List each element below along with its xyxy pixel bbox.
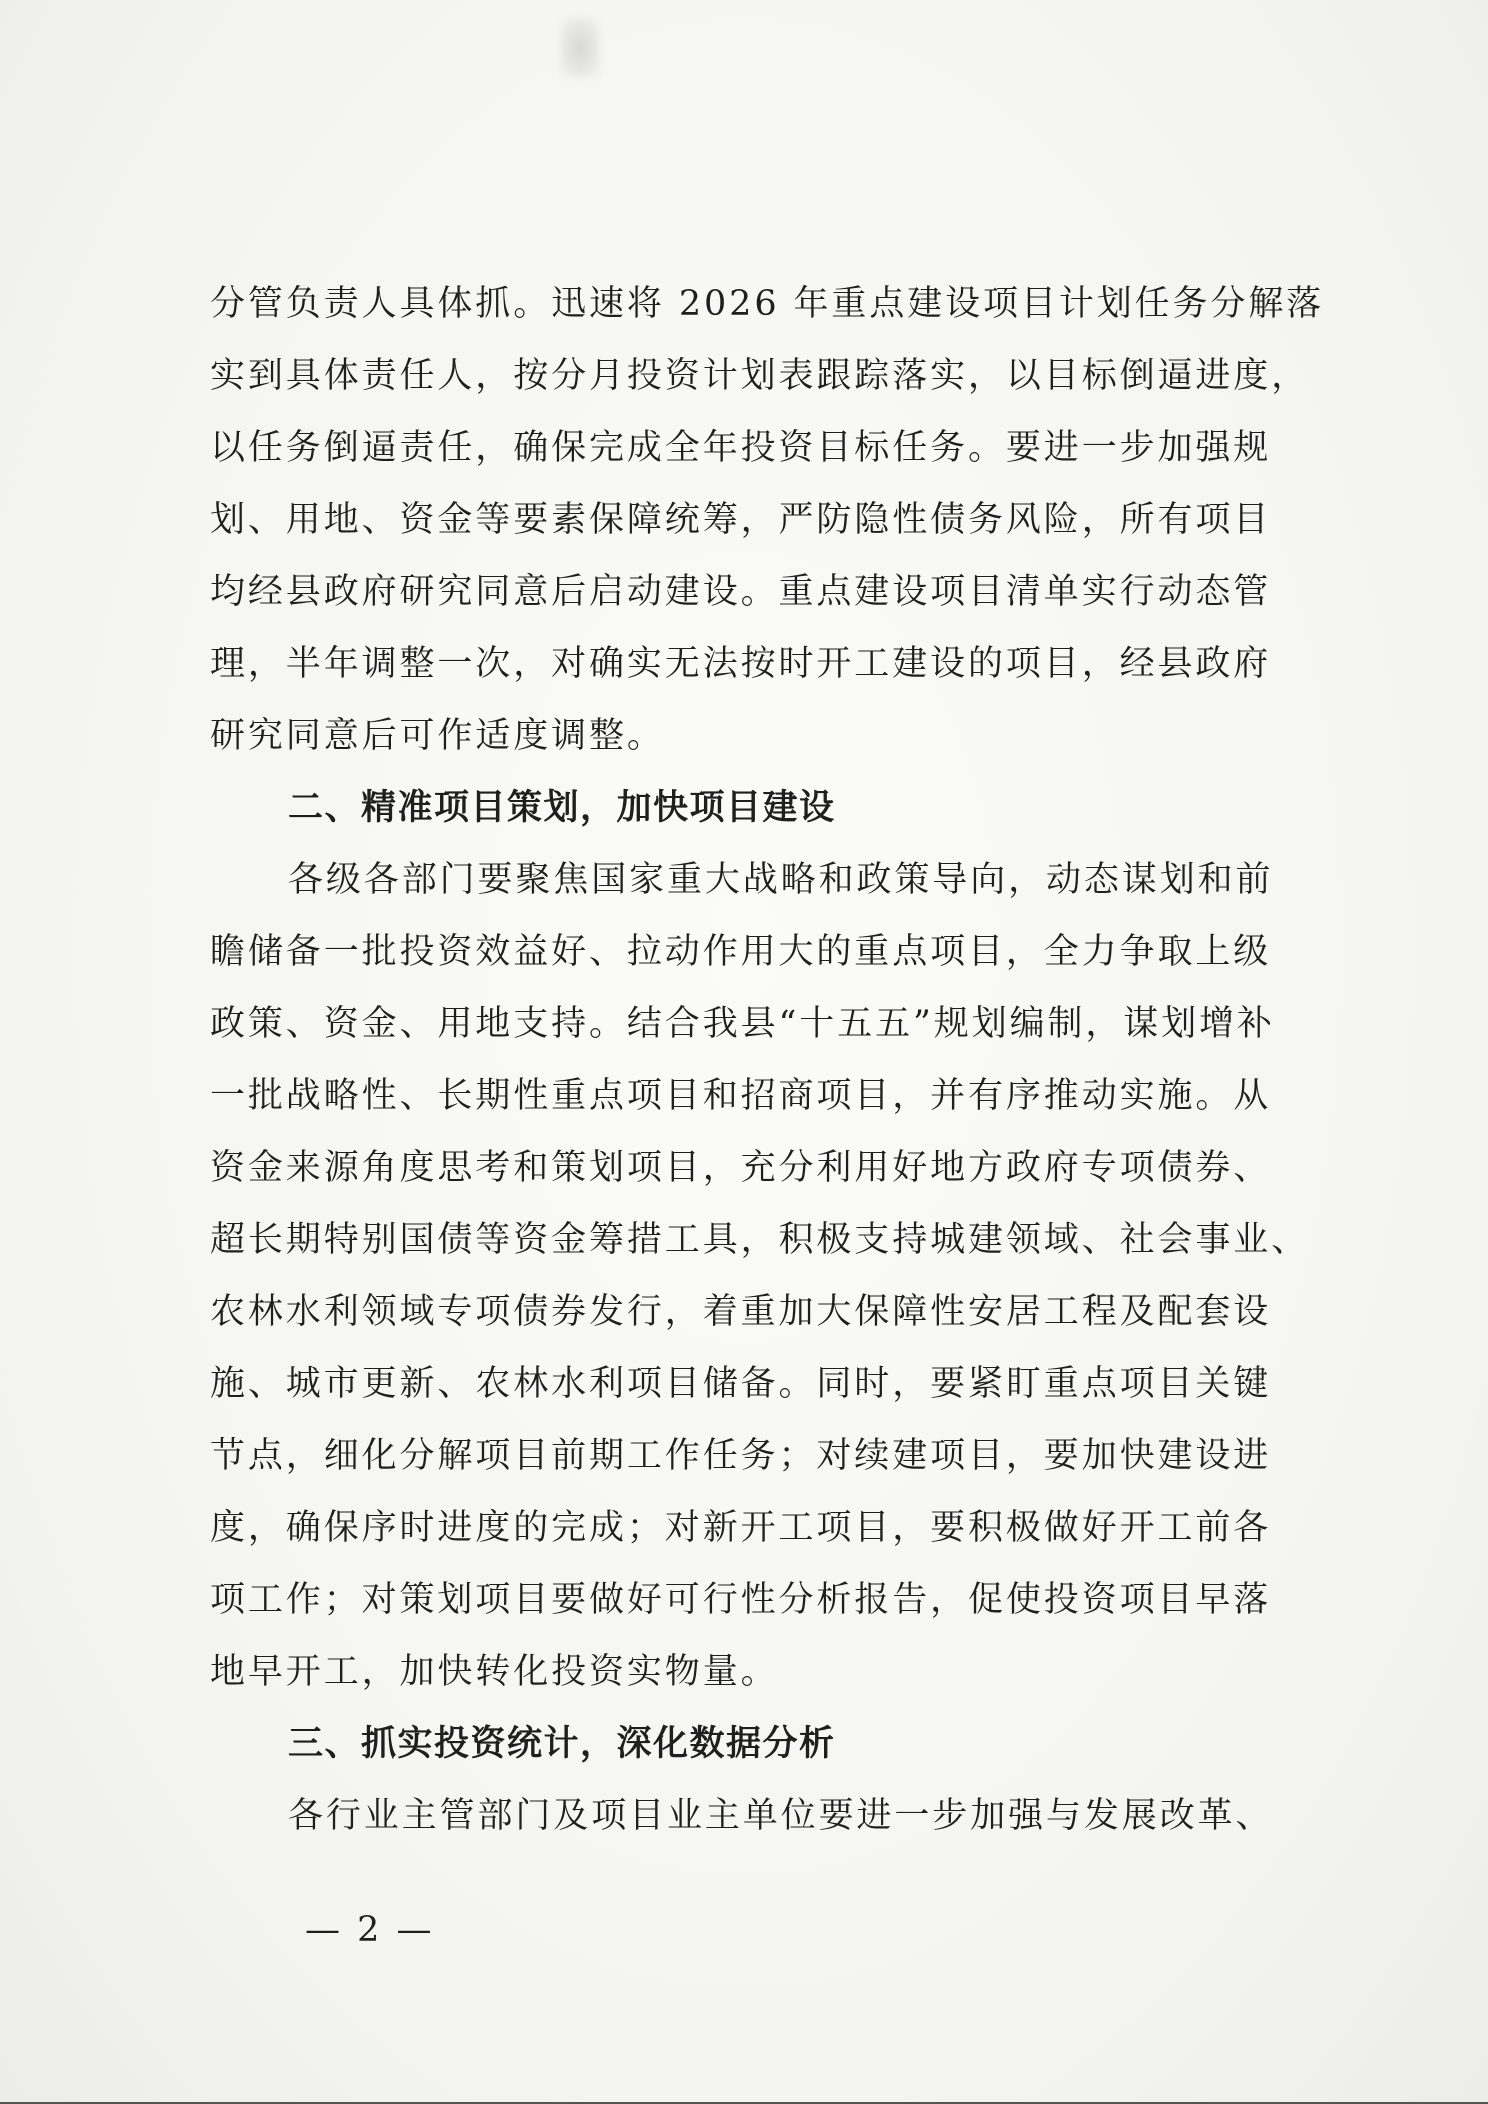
body-line: 实到具体责任人，按分月投资计划表跟踪落实，以目标倒逼进度，: [210, 356, 1310, 396]
section3-line: 各行业主管部门及项目业主单位要进一步加强与发展改革、: [288, 1796, 1274, 1836]
section2-line: 资金来源角度思考和策划项目，充分利用好地方政府专项债券、: [210, 1148, 1272, 1188]
section2-line: 度，确保序时进度的完成；对新开工项目，要积极做好开工前各: [210, 1508, 1272, 1548]
section2-line: 政策、资金、用地支持。结合我县“十五五”规划编制，谋划增补: [210, 1004, 1275, 1044]
section2-line: 瞻储备一批投资效益好、拉动作用大的重点项目，全力争取上级: [210, 932, 1272, 972]
section2-line: 一批战略性、长期性重点项目和招商项目，并有序推动实施。从: [210, 1076, 1272, 1116]
body-line: 以任务倒逼责任，确保完成全年投资目标任务。要进一步加强规: [210, 428, 1272, 468]
section-heading-2: 二、精准项目策划，加快项目建设: [288, 788, 836, 828]
page-number: — 2 —: [305, 1910, 435, 1950]
section2-line: 项工作；对策划项目要做好可行性分析报告，促使投资项目早落: [210, 1580, 1272, 1620]
document-body: [210, 268, 1335, 1852]
section2-line: 施、城市更新、农林水利项目储备。同时，要紧盯重点项目关键: [210, 1364, 1272, 1404]
section2-line: 节点，细化分解项目前期工作任务；对续建项目，要加快建设进: [210, 1436, 1272, 1476]
body-line: 研究同意后可作适度调整。: [210, 716, 665, 756]
scan-smudge: [560, 18, 600, 78]
section2-line: 农林水利领域专项债券发行，着重加大保障性安居工程及配套设: [210, 1292, 1272, 1332]
section2-line: 各级各部门要聚焦国家重大战略和政策导向，动态谋划和前: [288, 860, 1274, 900]
body-line: 分管负责人具体抓。迅速将 2026 年重点建设项目计划任务分解落: [210, 284, 1325, 324]
section-heading-3: 三、抓实投资统计，深化数据分析: [288, 1724, 836, 1764]
body-line: 划、用地、资金等要素保障统筹，严防隐性债务风险，所有项目: [210, 500, 1272, 540]
body-line: 均经县政府研究同意后启动建设。重点建设项目清单实行动态管: [210, 572, 1272, 612]
section2-line: 地早开工，加快转化投资实物量。: [210, 1652, 779, 1692]
body-line: 理，半年调整一次，对确实无法按时开工建设的项目，经县政府: [210, 644, 1272, 684]
section2-line: 超长期特别国债等资金筹措工具，积极支持城建领域、社会事业、: [210, 1220, 1310, 1260]
